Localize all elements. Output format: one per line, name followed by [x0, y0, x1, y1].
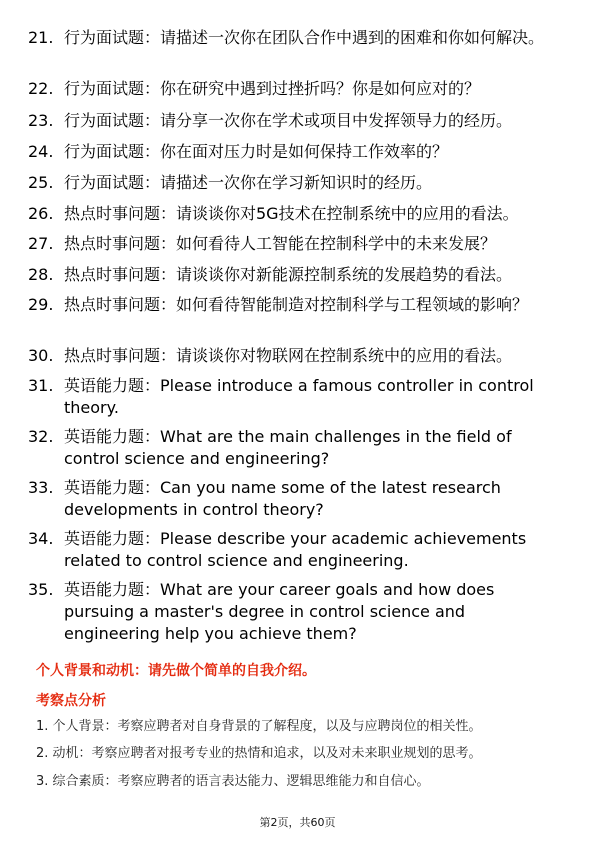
section-title: 个人背景和动机：请先做个简单的自我介绍。 [36, 663, 316, 679]
question-text: 英语能力题：What are the main challenges in the field of control science and engineering? [64, 427, 512, 468]
question-text: 行为面试题：你在研究中遇到过挫折吗？你是如何应对的？ [64, 79, 481, 98]
question-text: 英语能力题：Please introduce a famous controller in control theory. [64, 376, 534, 417]
question-number: 25. [28, 173, 54, 192]
question-number: 32. [28, 427, 54, 446]
question-text: 英语能力题：Please describe your academic achievements related to control science and engineering. [64, 529, 527, 570]
question-text: 行为面试题：请分享一次你在学术或项目中发挥领导力的经历。 [64, 111, 513, 130]
question-number: 30. [28, 346, 54, 365]
question-number: 35. [28, 580, 54, 599]
question-text: 热点时事问题：请谈谈你对新能源控制系统的发展趋势的看法。 [64, 265, 513, 284]
question-number: 22. [28, 79, 54, 98]
analysis-point: 3. 综合素质：考察应聘者的语言表达能力、逻辑思维能力和自信心。 [36, 774, 430, 789]
question-number: 29. [28, 295, 54, 314]
question-text: 行为面试题：请描述一次你在团队合作中遇到的困难和你如何解决。 [64, 28, 545, 47]
question-number: 33. [28, 478, 54, 497]
analysis-point: 2. 动机：考察应聘者对报考专业的热情和追求，以及对未来职业规划的思考。 [36, 746, 482, 761]
question-number: 28. [28, 265, 54, 284]
question-number: 23. [28, 111, 54, 130]
question-number: 21. [28, 28, 54, 47]
question-text: 英语能力题：Can you name some of the latest research developments in control theory? [64, 478, 501, 519]
analysis-point: 1. 个人背景：考察应聘者对自身背景的了解程度，以及与应聘岗位的相关性。 [36, 719, 482, 734]
question-text: 热点时事问题：如何看待智能制造对控制科学与工程领域的影响？ [64, 295, 529, 314]
analysis-heading: 考察点分析 [36, 693, 106, 709]
question-number: 26. [28, 204, 54, 223]
question-text: 行为面试题：你在面对压力时是如何保持工作效率的？ [64, 142, 449, 161]
question-number: 27. [28, 234, 54, 253]
question-text: 英语能力题：What are your career goals and how does pursuing a master's degree in control science and engineering help you achieve them? [64, 580, 495, 643]
question-text: 行为面试题：请描述一次你在学习新知识时的经历。 [64, 173, 433, 192]
question-number: 34. [28, 529, 54, 548]
question-text: 热点时事问题：如何看待人工智能在控制科学中的未来发展？ [64, 234, 497, 253]
question-number: 31. [28, 376, 54, 395]
question-text: 热点时事问题：请谈谈你对物联网在控制系统中的应用的看法。 [64, 346, 513, 365]
question-number: 24. [28, 142, 54, 161]
page-number: 第2页，共60页 [259, 816, 336, 829]
question-text: 热点时事问题：请谈谈你对5G技术在控制系统中的应用的看法。 [64, 204, 519, 223]
